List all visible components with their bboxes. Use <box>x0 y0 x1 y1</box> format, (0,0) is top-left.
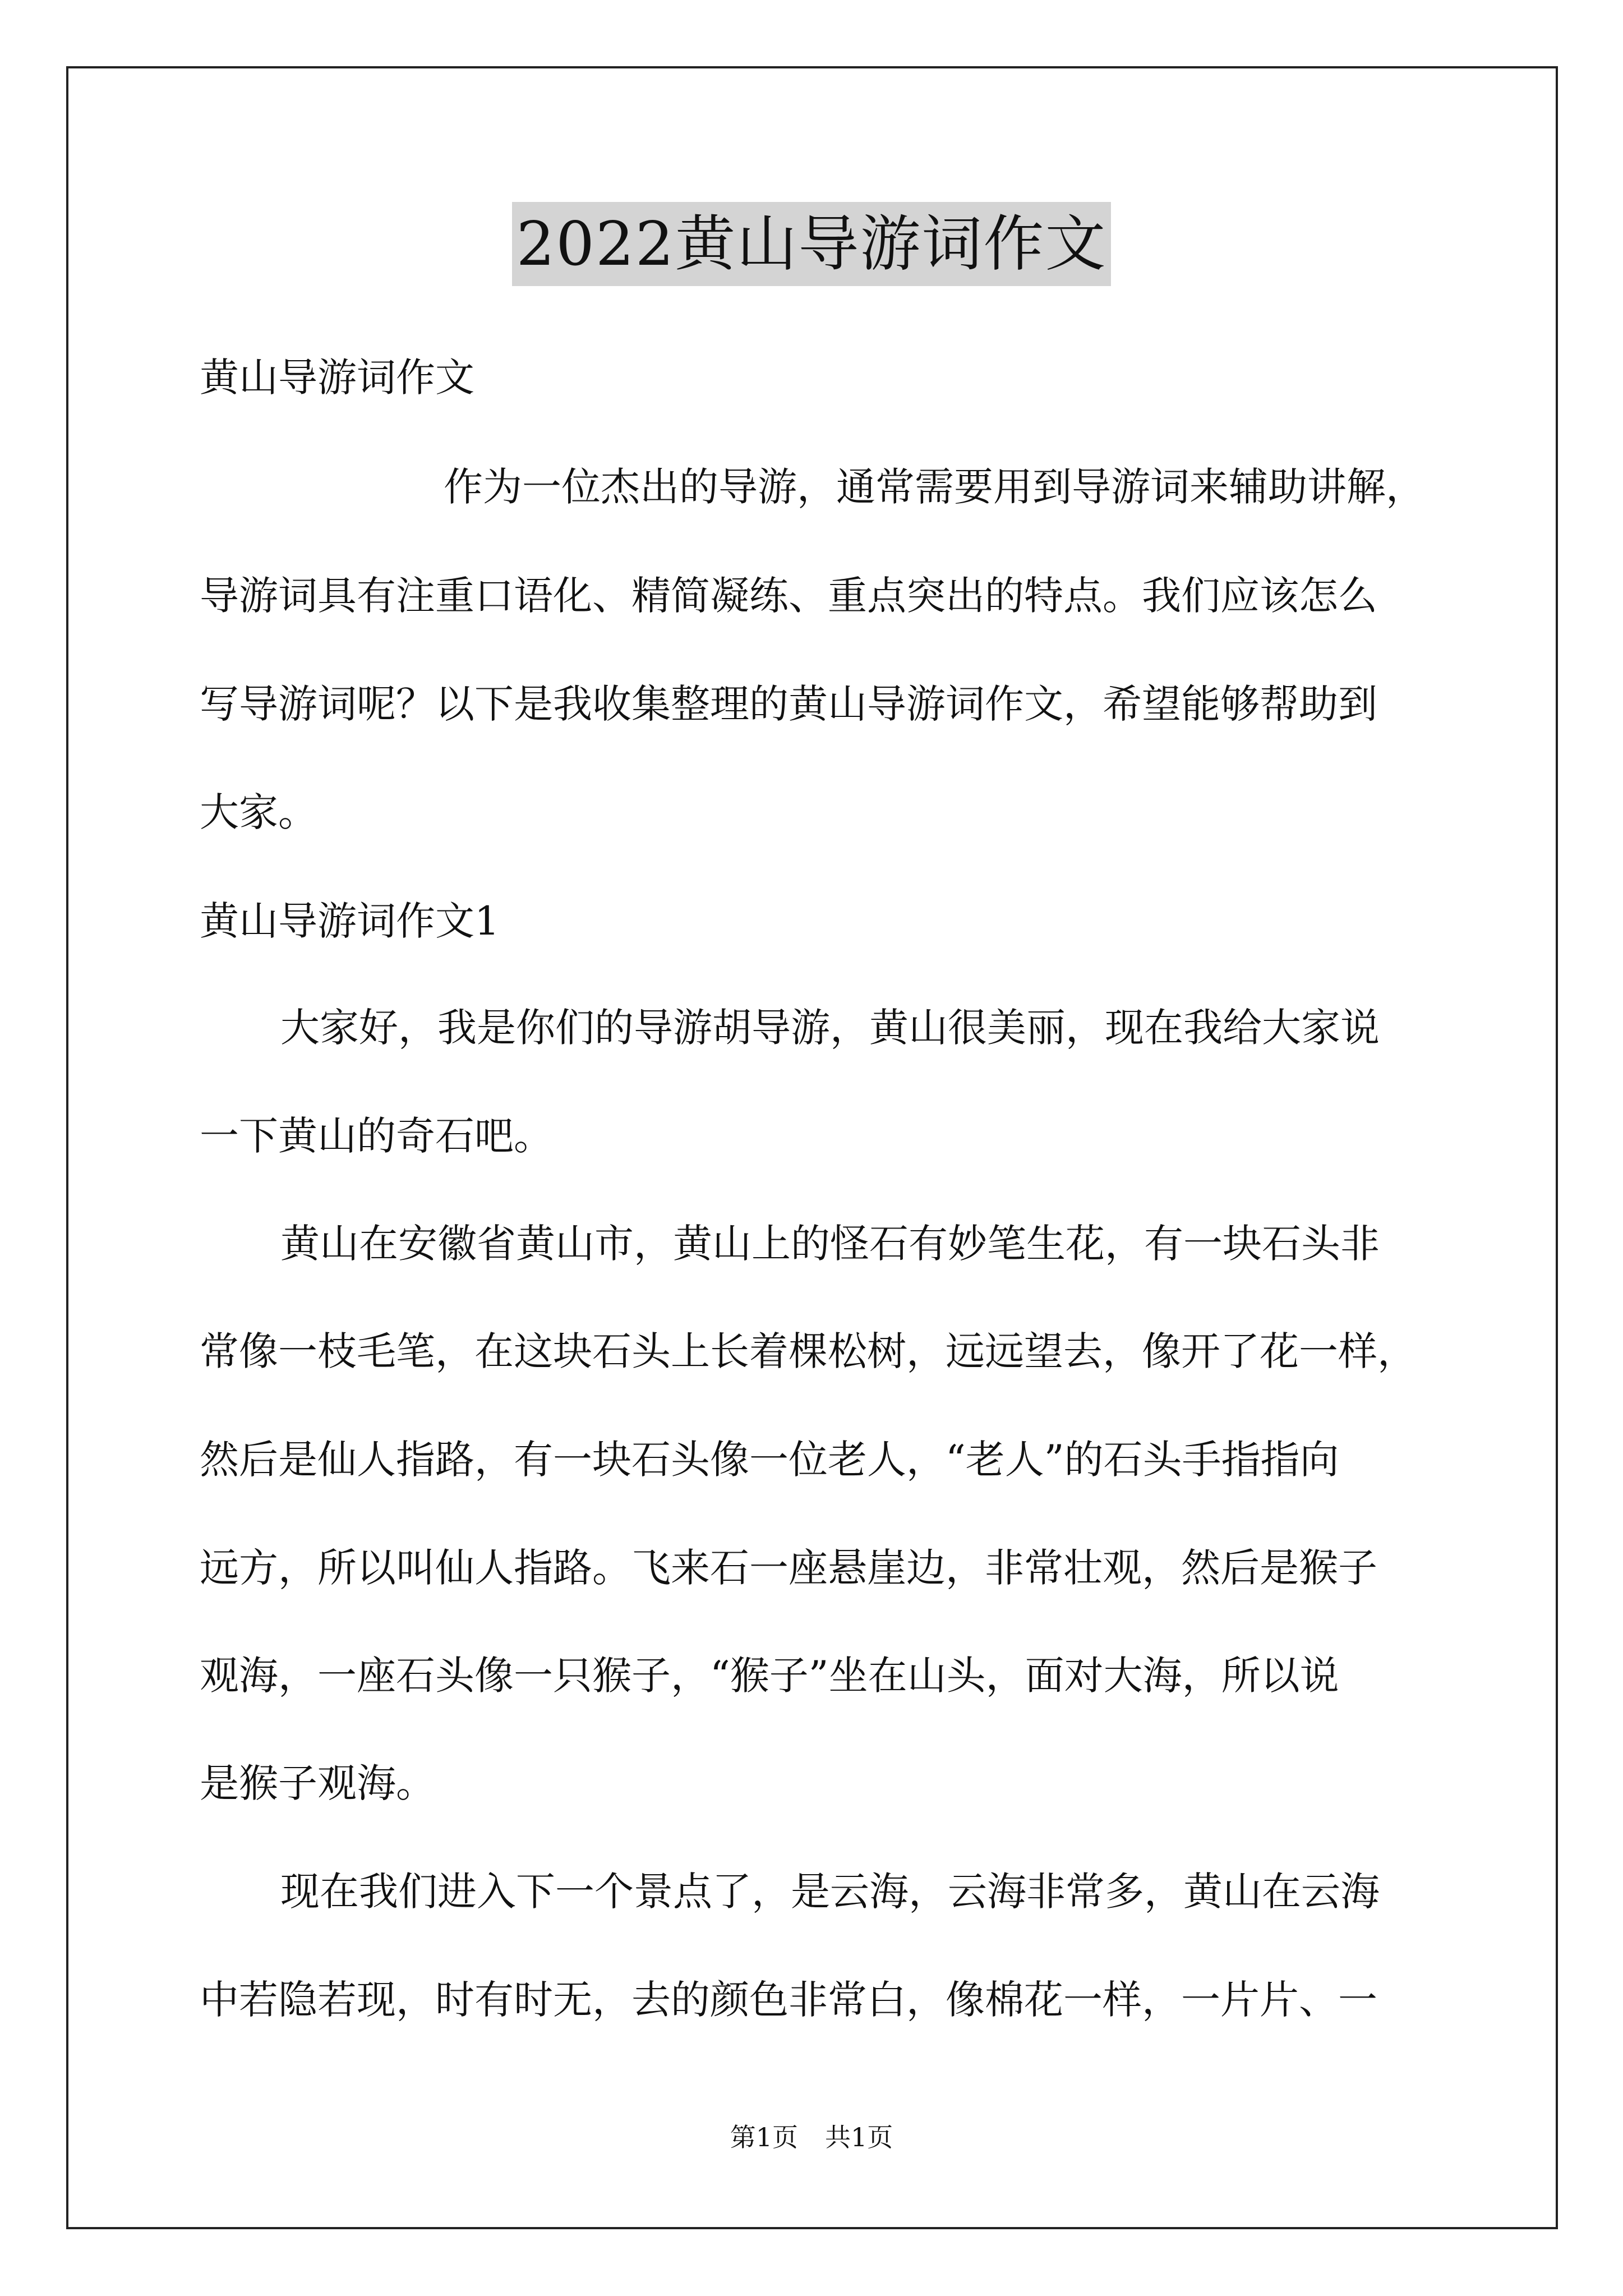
paragraph-line: 中若隐若现，时有时无，去的颜色非常白，像棉花一样，一片片、一 <box>200 1977 1377 2023</box>
paragraph-line: 远方，所以叫仙人指路。飞来石一座悬崖边，非常壮观，然后是猴子 <box>200 1545 1377 1591</box>
page-footer <box>0 2120 1623 2154</box>
paragraph-line: 导游词具有注重口语化、精简凝练、重点突出的特点。我们应该怎么 <box>200 573 1377 619</box>
paragraph-line: 大家好，我是你们的导游胡导游，黄山很美丽，现在我给大家说 <box>280 1005 1380 1051</box>
document-title: 2022黄山导游词作文 <box>512 202 1112 286</box>
paragraph-line: 是猴子观海。 <box>200 1760 435 1806</box>
paragraph-line: 一下黄山的奇石吧。 <box>200 1113 553 1159</box>
paragraph-line: 然后是仙人指路，有一块石头像一位老人，“老人”的石头手指指向 <box>200 1437 1339 1483</box>
title-container <box>0 202 1623 286</box>
subtitle-line: 黄山导游词作文 <box>200 355 474 401</box>
page-number: 第1页 <box>730 2122 798 2152</box>
paragraph-line: 观海，一座石头像一只猴子，“猴子”坐在山头，面对大海，所以说 <box>200 1653 1339 1699</box>
section-heading: 黄山导游词作文1 <box>200 898 500 944</box>
paragraph-line: 常像一枝毛笔，在这块石头上长着棵松树，远远望去，像开了花一样， <box>200 1328 1417 1374</box>
paragraph-line: 写导游词呢？以下是我收集整理的黄山导游词作文，希望能够帮助到 <box>200 681 1377 727</box>
paragraph-line: 黄山在安徽省黄山市，黄山上的怪石有妙笔生花，有一块石头非 <box>280 1221 1380 1267</box>
paragraph-line: 作为一位杰出的导游，通常需要用到导游词来辅助讲解， <box>444 464 1425 510</box>
paragraph-line: 大家。 <box>200 789 317 835</box>
page-total: 共1页 <box>825 2122 893 2152</box>
paragraph-line: 现在我们进入下一个景点了，是云海，云海非常多，黄山在云海 <box>280 1869 1380 1915</box>
